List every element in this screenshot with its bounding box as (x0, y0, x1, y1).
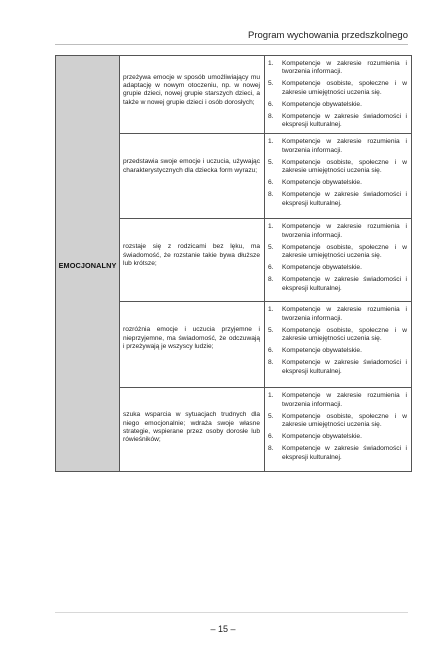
competences-cell (265, 302, 412, 388)
competence-number: 1. (268, 223, 274, 231)
description-text: rozstaje się z rodzicami bez lęku, ma świadomość, że rozstanie takie bywa dłuższe lub krótsze; (123, 243, 260, 267)
list-item (268, 359, 407, 375)
competences-cell (265, 134, 412, 219)
competence-text: Kompetencje w zakresie rozumienia i tworzenia informacji. (282, 223, 407, 239)
competence-number: 5. (268, 243, 274, 251)
competence-number: 5. (268, 326, 274, 334)
description-text: szuka wsparcia w sytuacjach trudnych dla niego emocjonalnie; wdraża swoje własne strategie, wspierane przez osoby dorosłe lub rówieśników; (123, 411, 260, 444)
list-item (268, 433, 407, 441)
area-label: EMOCJONALNY (58, 260, 117, 270)
list-item (268, 223, 407, 239)
list-item (268, 306, 407, 322)
description-cell (120, 219, 265, 302)
competence-text: Kompetencje w zakresie rozumienia i tworzenia informacji. (282, 392, 407, 408)
competence-text: Kompetencje osobiste, społeczne i w zakresie umiejętności uczenia się. (282, 80, 407, 96)
list-item (268, 276, 407, 292)
competence-text: Kompetencje obywatelskie. (282, 433, 362, 441)
description-text: przeżywa emocje w sposób umożliwiający mu adaptację w nowym otoczeniu, np. w nowej grupie dzieci, nowej grupie starszych dzieci, a także w nowej grupie dzieci i osób dorosłych; (123, 74, 260, 106)
competence-text: Kompetencje w zakresie świadomości i ekspresji kulturalnej. (282, 191, 407, 207)
competence-number: 1. (268, 306, 274, 314)
description-text: przedstawia swoje emocje i uczucia, używając charakterystycznych dla dziecka form wyrazu; (123, 158, 260, 174)
competence-number: 8. (268, 113, 274, 121)
competence-number: 8. (268, 276, 274, 284)
competence-number: 1. (268, 60, 274, 67)
competence-text: Kompetencje obywatelskie. (282, 264, 362, 272)
description-cell (120, 302, 265, 388)
competence-list (265, 134, 411, 207)
footer-divider (55, 612, 408, 613)
list-item (268, 413, 407, 429)
competence-text: Kompetencje obywatelskie. (282, 100, 362, 108)
competence-list (265, 219, 411, 292)
list-item (268, 80, 407, 96)
area-cell (56, 56, 120, 472)
list-item (268, 60, 407, 76)
competence-text: Kompetencje w zakresie rozumienia i tworzenia informacji. (282, 306, 407, 322)
competence-number: 8. (268, 445, 274, 453)
list-item (268, 392, 407, 408)
list-item (268, 191, 407, 207)
competence-number: 6. (268, 264, 274, 272)
competence-number: 1. (268, 138, 274, 146)
competence-number: 6. (268, 433, 274, 441)
competence-text: Kompetencje w zakresie świadomości i ekspresji kulturalnej. (282, 113, 407, 129)
competence-text: Kompetencje osobiste, społeczne i w zakresie umiejętności uczenia się. (282, 326, 407, 343)
list-item (268, 347, 407, 355)
competence-list (265, 388, 411, 461)
list-item (268, 138, 407, 154)
list-item (268, 179, 407, 187)
header-divider (55, 44, 408, 45)
competence-text: Kompetencje obywatelskie. (282, 179, 362, 187)
competence-number: 5. (268, 80, 274, 88)
competence-text: Kompetencje w zakresie świadomości i ekspresji kulturalnej. (282, 445, 407, 461)
competence-text: Kompetencje osobiste, społeczne i w zakresie umiejętności uczenia się. (282, 243, 407, 260)
description-cell (120, 134, 265, 219)
competence-number: 8. (268, 359, 274, 367)
competences-cell (265, 388, 412, 472)
competence-text: Kompetencje osobiste, społeczne i w zakresie umiejętności uczenia się. (282, 158, 407, 175)
table-row (56, 56, 412, 134)
list-item (268, 327, 407, 343)
competence-number: 6. (268, 179, 274, 187)
competences-cell (265, 219, 412, 302)
competence-text: Kompetencje w zakresie świadomości i ekspresji kulturalnej. (282, 276, 407, 292)
competence-number: 1. (268, 392, 274, 400)
competence-text: Kompetencje w zakresie rozumienia i tworzenia informacji. (282, 60, 407, 76)
description-cell (120, 388, 265, 472)
competence-text: Kompetencje osobiste, społeczne i w zakresie umiejętności uczenia się. (282, 412, 407, 429)
competence-number: 8. (268, 191, 274, 199)
description-text: rozróżnia emocje i uczucia przyjemne i nieprzyjemne, ma świadomość, że odczuwają i przeżywają je wszyscy ludzie; (123, 326, 260, 350)
competence-list (265, 56, 411, 129)
competence-text: Kompetencje w zakresie rozumienia i tworzenia informacji. (282, 138, 407, 154)
competence-text: Kompetencje w zakresie świadomości i ekspresji kulturalnej. (282, 359, 407, 375)
competence-number: 5. (268, 412, 274, 420)
running-header-title: Program wychowania przedszkolnego (248, 30, 408, 41)
competence-number: 5. (268, 158, 274, 166)
competence-text: Kompetencje obywatelskie. (282, 347, 362, 355)
competence-number: 6. (268, 100, 274, 108)
list-item (268, 159, 407, 175)
list-item (268, 445, 407, 461)
description-cell (120, 56, 265, 134)
list-item (268, 113, 407, 129)
competence-number: 6. (268, 347, 274, 355)
list-item (268, 264, 407, 272)
list-item (268, 101, 407, 109)
list-item (268, 244, 407, 260)
competence-list (265, 302, 411, 375)
competences-cell (265, 56, 412, 134)
competence-table (55, 55, 412, 472)
page-number: – 15 – (210, 624, 236, 634)
